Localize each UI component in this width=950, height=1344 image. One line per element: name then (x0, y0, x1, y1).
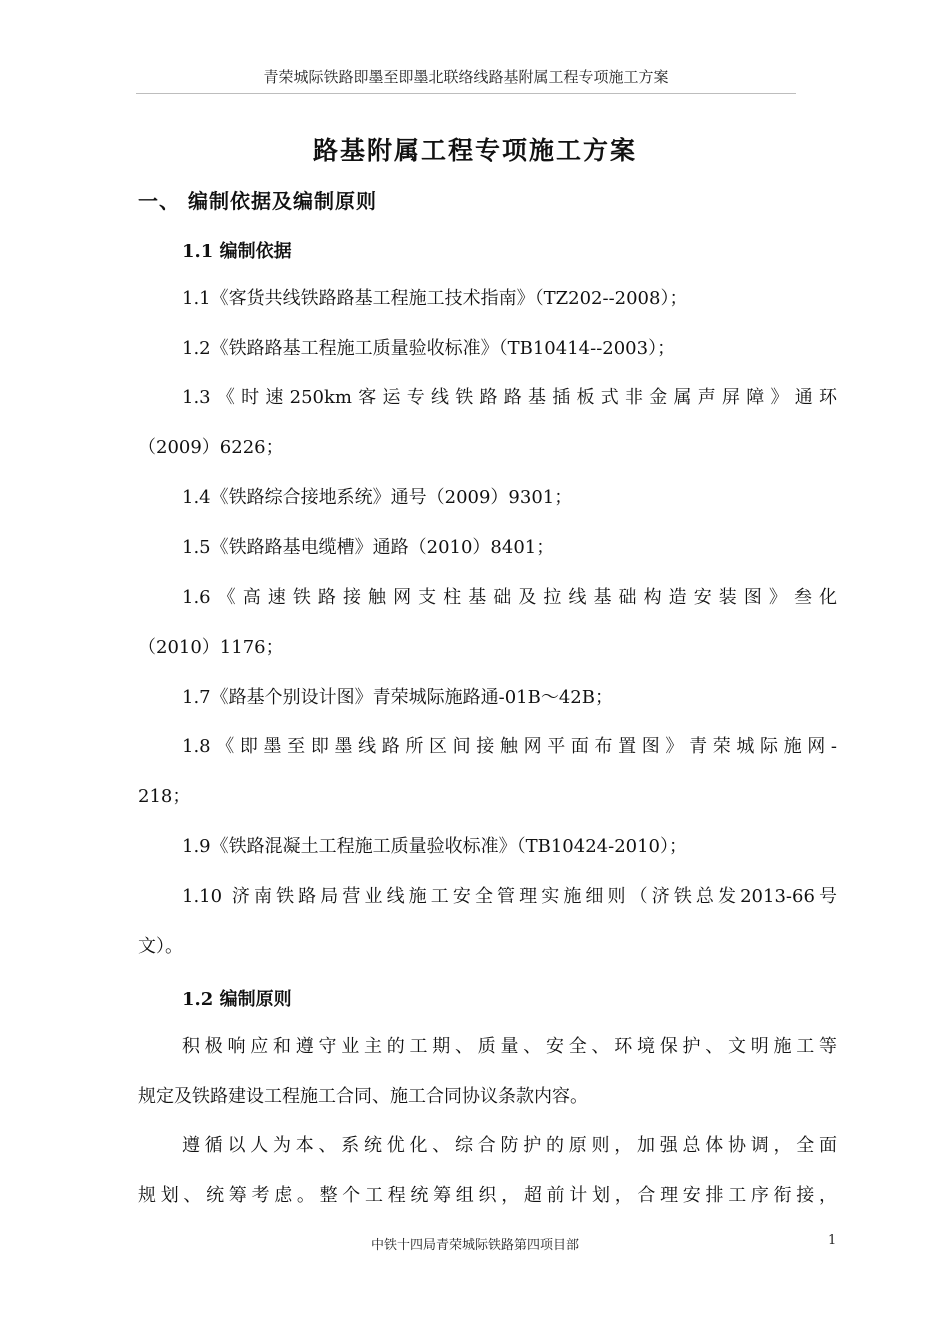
reference-item-continued: （2009）6226； (138, 437, 284, 458)
reference-item: 1.4《铁路综合接地系统》通号（2009）9301； (182, 487, 573, 508)
page-number: 1 (828, 1233, 837, 1248)
reference-item: 1.5《铁路路基电缆槽》通路（2010）8401； (182, 537, 555, 558)
reference-item: 1.2《铁路路基工程施工质量验收标准》（TB10414--2003）； (182, 338, 676, 359)
header-divider (136, 93, 796, 94)
reference-item-continued: （2010）1176； (138, 637, 284, 658)
body-paragraph-line: 规定及铁路建设工程施工合同、施工合同协议条款内容。 (138, 1086, 588, 1107)
reference-item: 1.10 济南铁路局营业线施工安全管理实施细则（济铁总发2013-66号 (182, 886, 837, 907)
reference-item: 1.6《高速铁路接触网支柱基础及拉线基础构造安装图》叁化 (182, 587, 837, 608)
page-header: 青荣城际铁路即墨至即墨北联络线路基附属工程专项施工方案 (263, 68, 669, 86)
document-title: 路基附属工程专项施工方案 (312, 136, 637, 165)
reference-item: 1.1《客货共线铁路路基工程施工技术指南》（TZ202--2008）； (182, 288, 688, 309)
reference-item: 1.9《铁路混凝土工程施工质量验收标准》（TB10424-2010）； (182, 836, 688, 857)
reference-item: 1.7《路基个别设计图》青荣城际施路通-01B～42B； (182, 687, 613, 708)
subsection-heading-principle: 1.2 编制原则 (182, 989, 292, 1010)
reference-item-continued: 文）。 (138, 936, 183, 957)
body-paragraph-line: 规划、统筹考虑。整个工程统筹组织，超前计划，合理安排工序衔接， (138, 1185, 837, 1206)
reference-item-continued: 218； (138, 786, 191, 807)
section-heading: 一、 编制依据及编制原则 (138, 189, 377, 213)
subsection-heading-basis: 1.1 编制依据 (182, 241, 292, 262)
body-paragraph-line: 积极响应和遵守业主的工期、质量、安全、环境保护、文明施工等 (182, 1036, 837, 1057)
reference-item: 1.8《即墨至即墨线路所区间接触网平面布置图》青荣城际施网- (182, 736, 837, 757)
reference-item: 1.3《时速250km客运专线铁路路基插板式非金属声屏障》通环 (182, 387, 837, 408)
body-paragraph-line: 遵循以人为本、系统优化、综合防护的原则，加强总体协调，全面 (182, 1135, 837, 1156)
page-footer: 中铁十四局青荣城际铁路第四项目部 (370, 1238, 579, 1253)
